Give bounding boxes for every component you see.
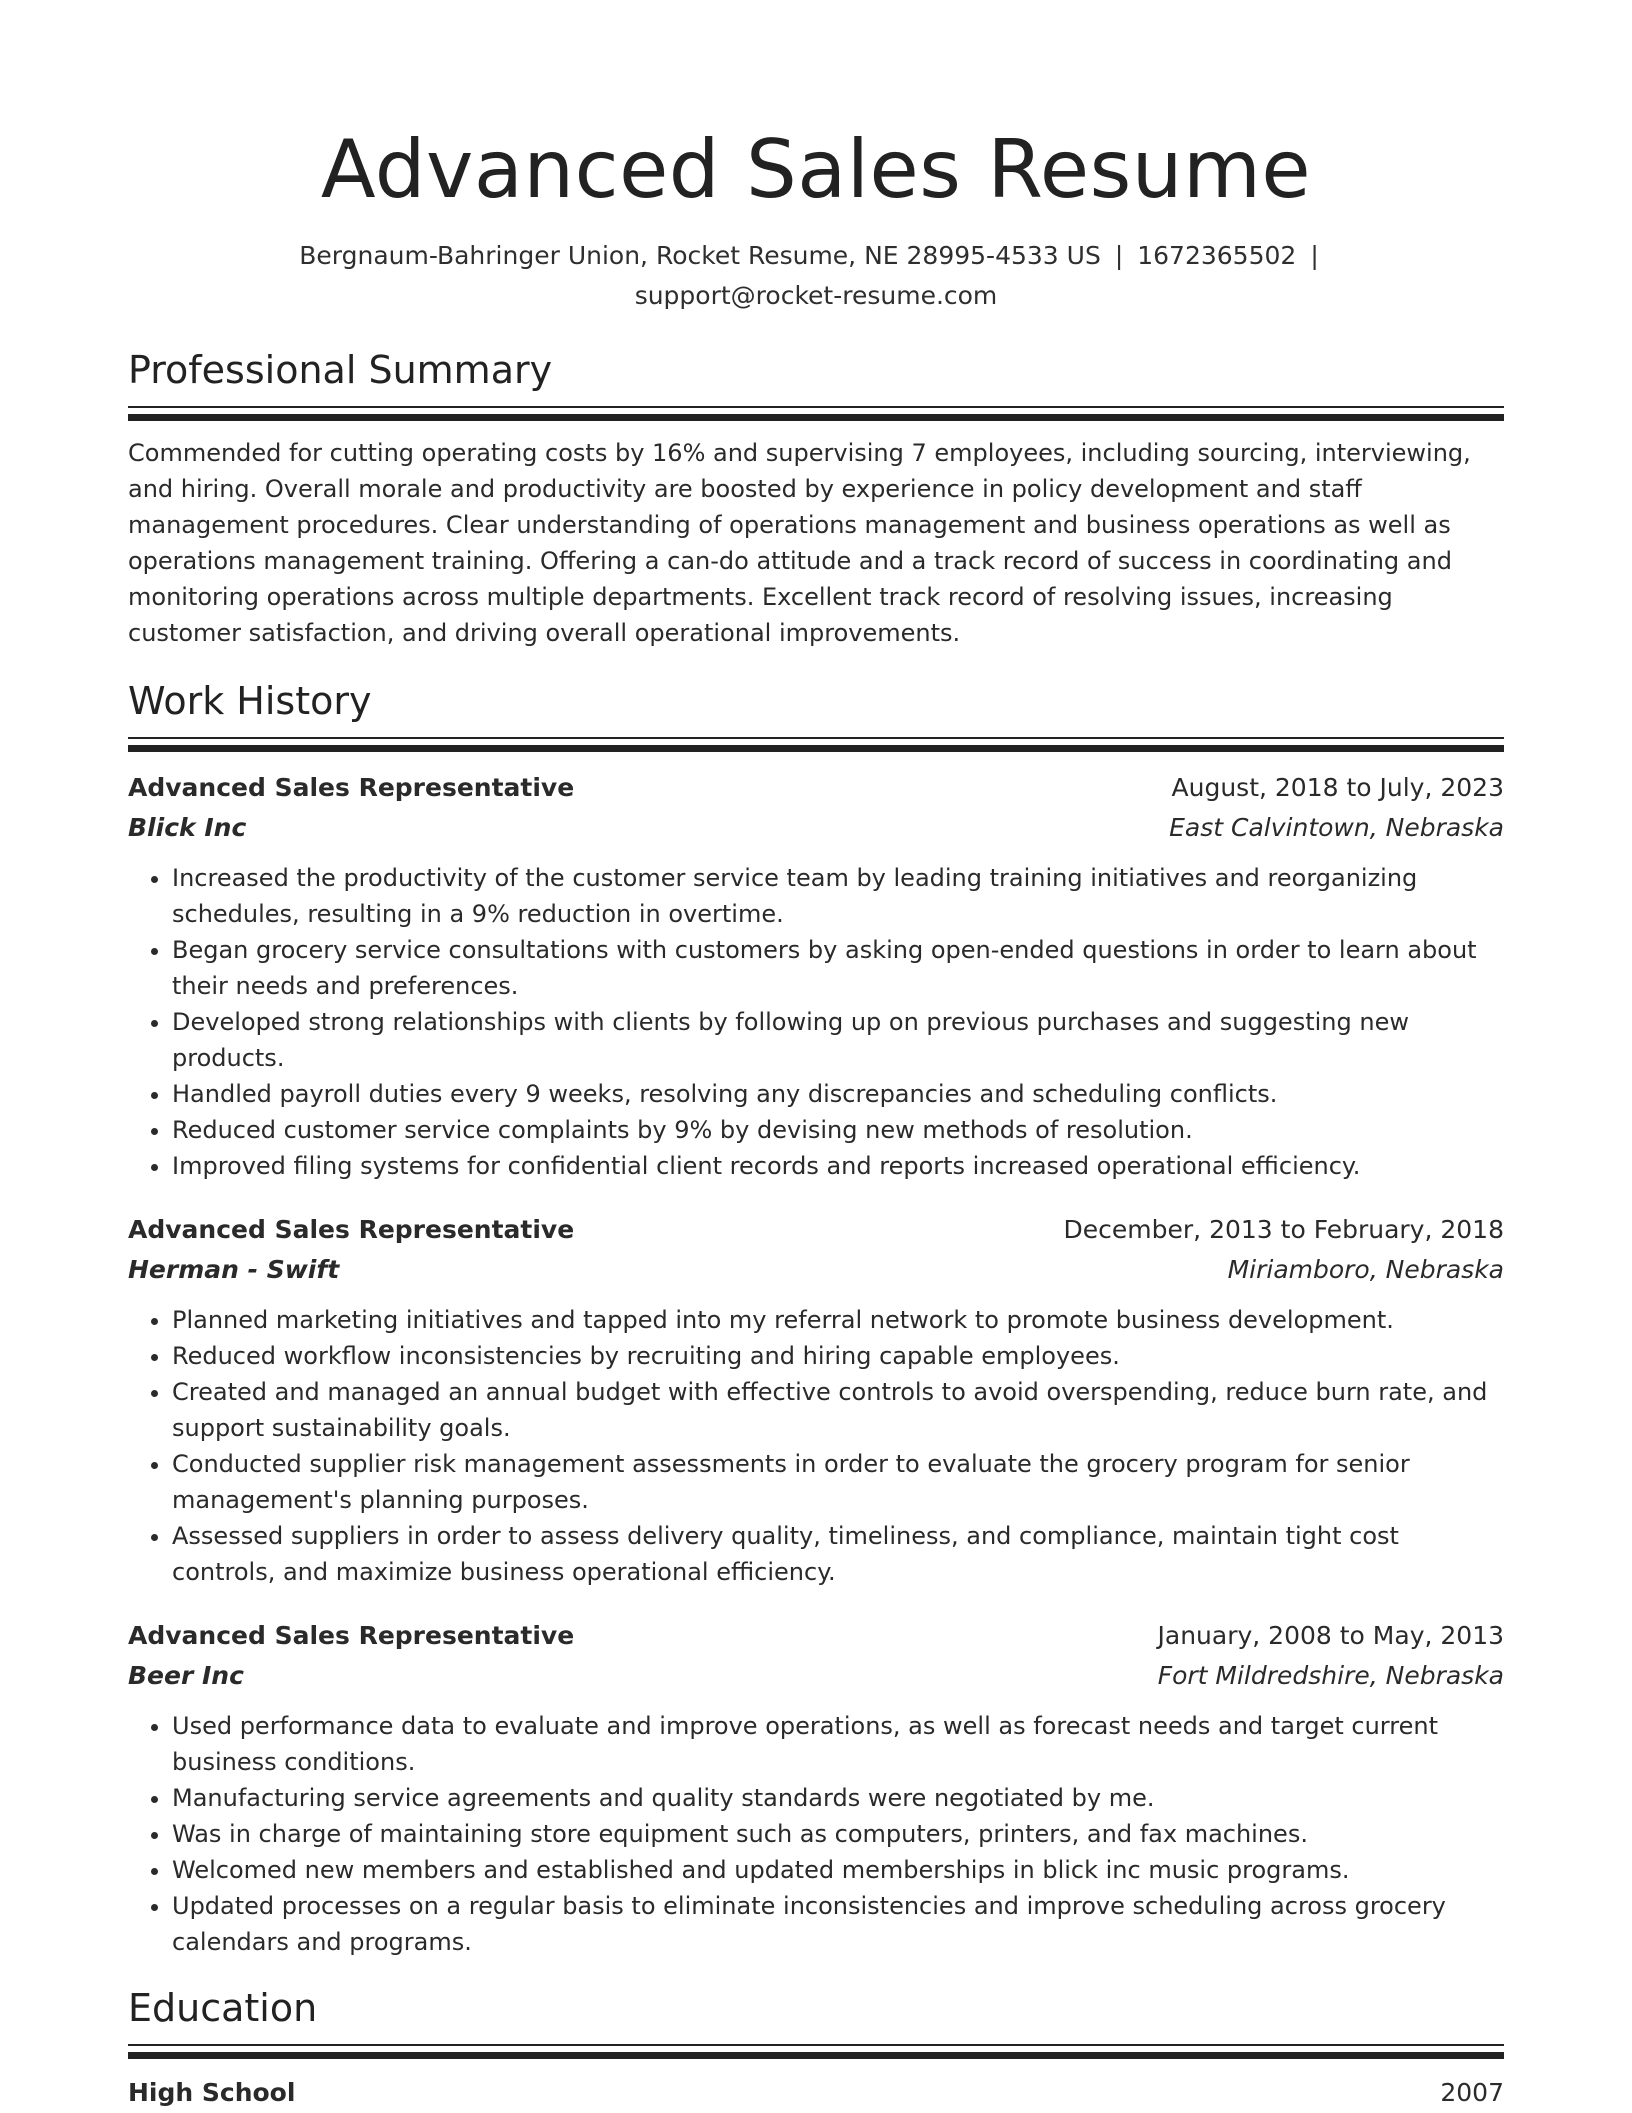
job-bullet: • Handled payroll duties every 9 weeks, resolving any discrepancies and scheduling conflicts. [172,1076,1504,1112]
education-section [128,1984,1504,2113]
job-bullet: • Used performance data to evaluate and improve operations, as well as forecast needs and target current business conditions. [172,1708,1504,1780]
section-rule [128,2044,1504,2046]
job-title: Advanced Sales Representative [128,1621,575,1650]
section-title-education: Education [128,1986,318,2030]
section-rule-thick [128,414,1504,421]
job-location: East Calvintown, Nebraska [1169,813,1504,842]
work-history-section [128,677,1504,1960]
job-title: Advanced Sales Representative [128,773,575,802]
job-bullet: • Assessed suppliers in order to assess delivery quality, timeliness, and compliance, maintain tight cost controls, and maximize business operational efficiency. [172,1518,1504,1590]
contact-info [128,236,1504,316]
professional-summary-section [128,346,1504,651]
job-entry [128,768,1504,1184]
job-dates: January, 2008 to May, 2013 [1157,1621,1504,1650]
section-rule [128,406,1504,408]
summary-text: Commended for cutting operating costs by 16% and supervising 7 employees, including sourcing, interviewing, and hiring. Overall morale and productivity are boosted by experience in policy development and staff management procedures. Clear understanding of operations management and business operations as well as operations management training. Offering a can-do attitude and a track record of success in coordinating and monitoring operations across multiple departments. Excellent track record of resolving issues, increasing customer satisfaction, and driving overall operational improvements. [128,439,1471,647]
job-bullets [128,1708,1504,1960]
section-rule-thick [128,2052,1504,2059]
job-entry [128,1210,1504,1590]
job-entry [128,1616,1504,1960]
job-bullet: • Welcomed new members and established and updated memberships in blick inc music programs. [172,1852,1504,1888]
job-title: Advanced Sales Representative [128,1215,575,1244]
section-title-summary: Professional Summary [128,348,553,392]
job-bullets [128,1302,1504,1590]
job-company: Herman - Swift [128,1255,340,1284]
job-bullet: • Conducted supplier risk management assessments in order to evaluate the grocery program for senior management's planning purposes. [172,1446,1504,1518]
job-company: Beer Inc [128,1661,244,1690]
job-bullet: • Reduced workflow inconsistencies by recruiting and hiring capable employees. [172,1338,1504,1374]
job-bullet: • Was in charge of maintaining store equipment such as computers, printers, and fax machines. [172,1816,1504,1852]
job-bullet: • Created and managed an annual budget with effective controls to avoid overspending, reduce burn rate, and support sustainability goals. [172,1374,1504,1446]
job-bullet: • Increased the productivity of the customer service team by leading training initiatives and reorganizing schedules, resulting in a 9% reduction in overtime. [172,860,1504,932]
job-header [128,768,1504,808]
job-location: Fort Mildredshire, Nebraska [1157,1661,1504,1690]
job-bullet: • Planned marketing initiatives and tapped into my referral network to promote business development. [172,1302,1504,1338]
job-bullets [128,860,1504,1184]
job-bullet: • Reduced customer service complaints by 9% by devising new methods of resolution. [172,1112,1504,1148]
education-degree: High School [128,2078,296,2107]
resume-page [128,0,1504,2112]
education-year: 2007 [1440,2078,1504,2107]
job-subheader [128,1656,1504,1696]
contact-separator: | [1310,241,1319,270]
job-header [128,1616,1504,1656]
section-rule [128,737,1504,739]
contact-address: Bergnaum-Bahringer Union, Rocket Resume, NE 28995-4533 US [299,241,1101,270]
job-location: Miriamboro, Nebraska [1227,1255,1504,1284]
contact-email[interactable]: support@rocket-resume.com [634,281,998,310]
section-title-work: Work History [128,679,372,723]
job-bullet: • Improved filing systems for confidential client records and reports increased operational efficiency. [172,1148,1504,1184]
job-subheader [128,1250,1504,1290]
job-dates: December, 2013 to February, 2018 [1063,1215,1504,1244]
contact-phone: 1672365502 [1137,241,1297,270]
contact-separator: | [1114,241,1124,270]
job-dates: August, 2018 to July, 2023 [1171,773,1504,802]
job-header [128,1210,1504,1250]
job-company: Blick Inc [128,813,247,842]
job-bullet: • Manufacturing service agreements and quality standards were negotiated by me. [172,1780,1504,1816]
education-entry [128,2073,1504,2113]
job-bullet: • Updated processes on a regular basis to eliminate inconsistencies and improve scheduling across grocery calendars and programs. [172,1888,1504,1960]
section-rule-thick [128,745,1504,752]
job-subheader [128,808,1504,848]
job-bullet: • Began grocery service consultations with customers by asking open-ended questions in order to learn about their needs and preferences. [172,932,1504,1004]
resume-name: Advanced Sales Resume [320,123,1312,216]
job-bullet: • Developed strong relationships with clients by following up on previous purchases and suggesting new products. [172,1004,1504,1076]
